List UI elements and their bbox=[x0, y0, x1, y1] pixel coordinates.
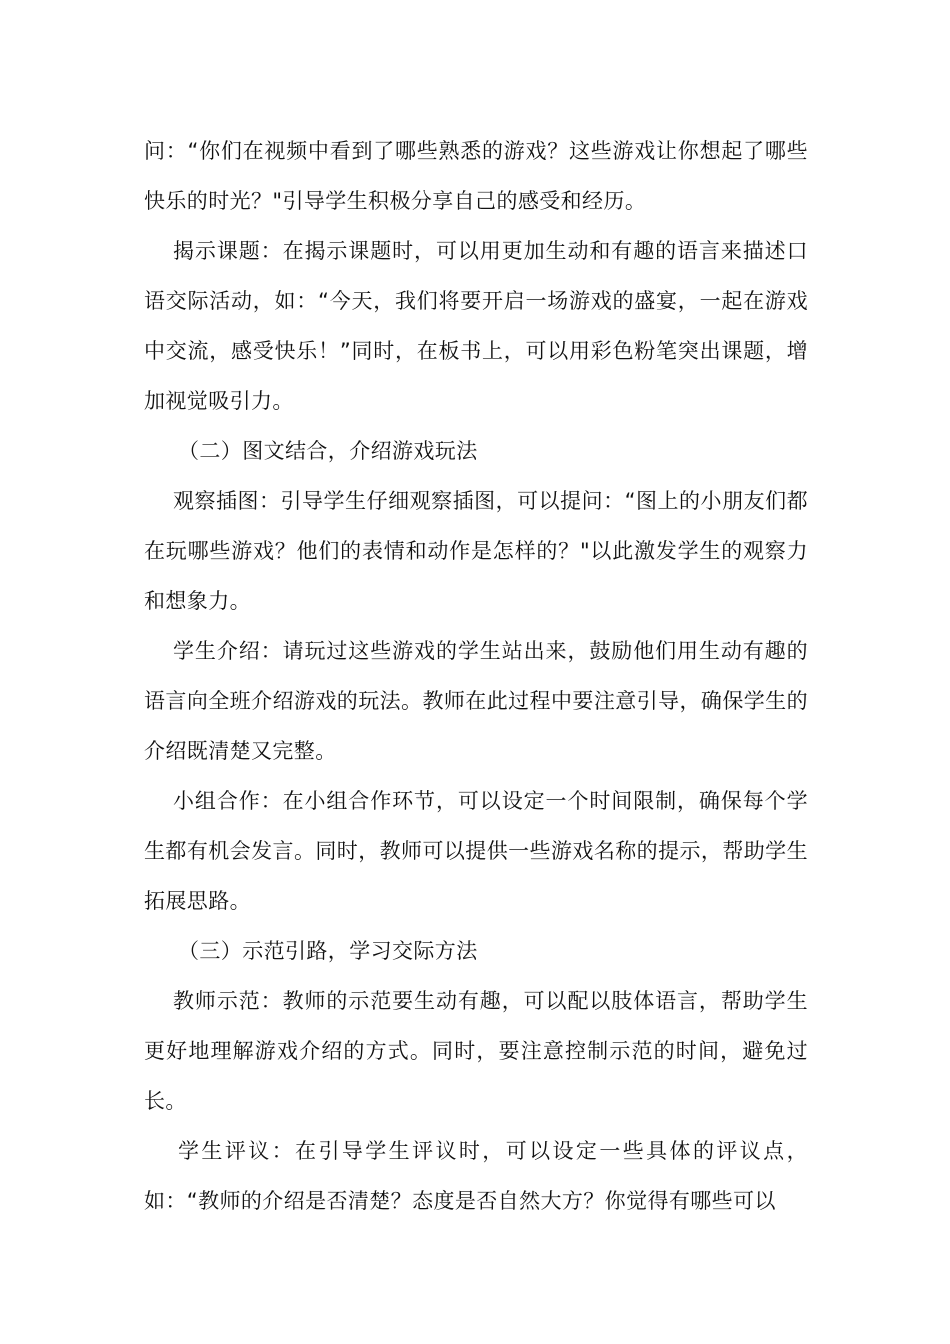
paragraph-question-continuation: 问：“你们在视频中看到了哪些熟悉的游戏？这些游戏让你想起了哪些快乐的时光？"引导学生积极分享自己的感受和经历。 bbox=[144, 139, 808, 213]
paragraph-teacher-demo: 教师示范：教师的示范要生动有趣，可以配以肢体语言，帮助学生更好地理解游戏介绍的方式。同时，要注意控制示范的时间，避免过长。 bbox=[144, 989, 808, 1113]
section-heading-2: （二）图文结合，介绍游戏玩法 bbox=[178, 439, 478, 463]
paragraph-reveal-topic: 揭示课题：在揭示课题时，可以用更加生动和有趣的语言来描述口语交际活动，如：“今天，我们将要开启一场游戏的盛宴，一起在游戏中交流，感受快乐！”同时，在板书上，可以用彩色粉笔突出课题，增加视觉吸引力。 bbox=[144, 239, 808, 413]
paragraph-observe-illustration: 观察插图：引导学生仔细观察插图，可以提问：“图上的小朋友们都在玩哪些游戏？他们的表情和动作是怎样的？"以此激发学生的观察力和想象力。 bbox=[144, 489, 808, 613]
paragraph-student-introduction: 学生介绍：请玩过这些游戏的学生站出来，鼓励他们用生动有趣的语言向全班介绍游戏的玩法。教师在此过程中要注意引导，确保学生的介绍既清楚又完整。 bbox=[144, 639, 808, 763]
section-heading-3: （三）示范引路，学习交际方法 bbox=[178, 939, 478, 963]
paragraph-student-evaluation: 学生评议：在引导学生评议时，可以设定一些具体的评议点，如：“教师的介绍是否清楚？态度是否自然大方？你觉得有哪些可以 bbox=[144, 1139, 808, 1213]
paragraph-group-cooperation: 小组合作：在小组合作环节，可以设定一个时间限制，确保每个学生都有机会发言。同时，教师可以提供一些游戏名称的提示，帮助学生拓展思路。 bbox=[144, 789, 808, 913]
document-body bbox=[144, 126, 808, 1226]
